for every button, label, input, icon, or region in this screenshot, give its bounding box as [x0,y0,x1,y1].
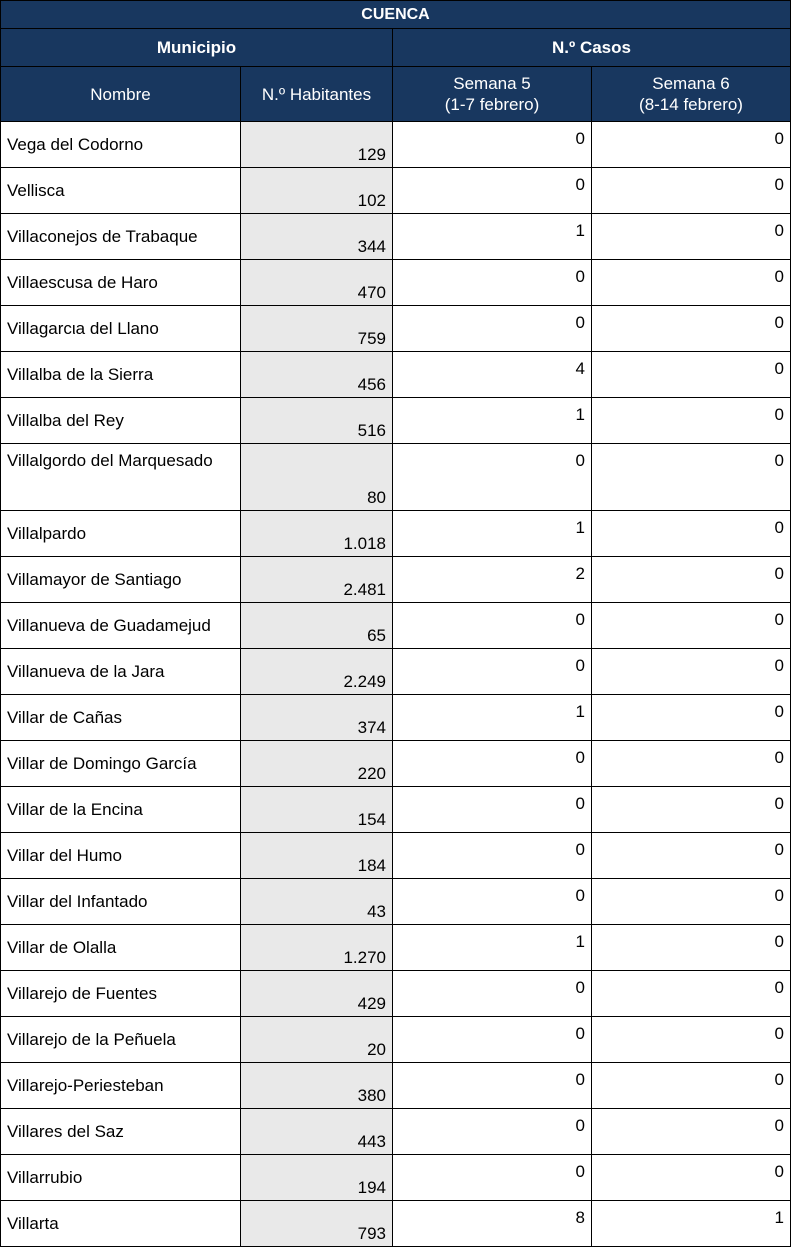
table-row [1,925,791,971]
semana5-cases-cell: 4 [393,352,592,398]
semana5-label: Semana 5 [453,74,531,93]
habitantes-cell: 380 [241,1063,393,1109]
municipio-name-cell: Villar de Domingo García [1,741,241,787]
semana5-cases-cell: 0 [393,787,592,833]
table-row [1,511,791,557]
semana6-range: (8-14 febrero) [639,95,743,114]
table-row [1,557,791,603]
semana5-cases-cell: 0 [393,168,592,214]
habitantes-cell: 184 [241,833,393,879]
table-row [1,603,791,649]
semana6-cases-cell: 0 [592,1109,791,1155]
semana6-cases-cell: 0 [592,122,791,168]
table-row [1,214,791,260]
semana5-cases-cell: 1 [393,925,592,971]
table-row [1,444,791,511]
habitantes-cell: 220 [241,741,393,787]
table-row [1,352,791,398]
semana5-cases-cell: 0 [393,444,592,511]
semana6-cases-cell: 0 [592,214,791,260]
semana5-cases-cell: 0 [393,833,592,879]
municipio-group-header: Municipio [1,29,393,67]
municipio-name-cell: Vellisca [1,168,241,214]
municipio-name-cell: Villar del Infantado [1,879,241,925]
semana5-cases-cell: 0 [393,649,592,695]
semana5-cases-cell: 2 [393,557,592,603]
table-row [1,306,791,352]
municipio-name-cell: Villarejo-Periesteban [1,1063,241,1109]
column-header-row [1,67,791,122]
table-row [1,971,791,1017]
semana5-cases-cell: 1 [393,214,592,260]
table-row [1,879,791,925]
semana5-range: (1-7 febrero) [444,95,540,114]
habitantes-cell: 154 [241,787,393,833]
semana6-cases-cell: 0 [592,787,791,833]
municipio-name-cell: Villarrubio [1,1155,241,1201]
habitantes-cell: 516 [241,398,393,444]
semana6-cases-cell: 1 [592,1201,791,1247]
semana6-cases-cell: 0 [592,833,791,879]
habitantes-cell: 80 [241,444,393,511]
habitantes-cell: 344 [241,214,393,260]
semana6-cases-cell: 0 [592,398,791,444]
habitantes-cell: 374 [241,695,393,741]
semana5-cases-cell: 0 [393,260,592,306]
municipio-name-cell: Villaescusa de Haro [1,260,241,306]
habitantes-cell: 2.249 [241,649,393,695]
table-row [1,168,791,214]
semana6-cases-cell: 0 [592,879,791,925]
semana5-cases-cell: 0 [393,1017,592,1063]
table-row [1,260,791,306]
semana6-cases-cell: 0 [592,649,791,695]
semana6-cases-cell: 0 [592,1063,791,1109]
habitantes-cell: 194 [241,1155,393,1201]
habitantes-cell: 443 [241,1109,393,1155]
semana6-cases-cell: 0 [592,603,791,649]
habitantes-cell: 102 [241,168,393,214]
semana5-cases-cell: 1 [393,511,592,557]
table-row [1,741,791,787]
semana6-cases-cell: 0 [592,925,791,971]
municipio-name-cell: Villamayor de Santiago [1,557,241,603]
municipio-name-cell: Villar de Olalla [1,925,241,971]
nombre-header: Nombre [1,67,241,122]
semana6-cases-cell: 0 [592,306,791,352]
casos-group-header: N.º Casos [393,29,791,67]
table-row [1,695,791,741]
semana6-cases-cell: 0 [592,168,791,214]
habitantes-cell: 1.018 [241,511,393,557]
habitantes-cell: 65 [241,603,393,649]
group-header-row [1,29,791,67]
region-title: CUENCA [1,1,791,29]
municipio-name-cell: Villalba del Rey [1,398,241,444]
table-row [1,1155,791,1201]
table-row [1,1201,791,1247]
semana5-cases-cell: 0 [393,879,592,925]
semana6-header [592,67,791,122]
municipio-name-cell: Villagarcιa del Llano [1,306,241,352]
semana5-cases-cell: 8 [393,1201,592,1247]
semana6-cases-cell: 0 [592,352,791,398]
municipio-name-cell: Villanueva de Guadamejud [1,603,241,649]
municipio-name-cell: Villar de la Encina [1,787,241,833]
semana5-cases-cell: 0 [393,971,592,1017]
semana6-label: Semana 6 [652,74,730,93]
municipio-name-cell: Villanueva de la Jara [1,649,241,695]
semana6-cases-cell: 0 [592,741,791,787]
habitantes-cell: 429 [241,971,393,1017]
semana5-cases-cell: 0 [393,603,592,649]
habitantes-cell: 1.270 [241,925,393,971]
municipio-name-cell: Villarta [1,1201,241,1247]
habitantes-cell: 43 [241,879,393,925]
table-row [1,833,791,879]
table-body [1,122,791,1247]
municipio-name-cell: Villarejo de la Peñuela [1,1017,241,1063]
semana5-cases-cell: 0 [393,122,592,168]
semana6-cases-cell: 0 [592,1017,791,1063]
semana5-cases-cell: 0 [393,306,592,352]
table-row [1,1063,791,1109]
semana5-cases-cell: 1 [393,695,592,741]
municipio-name-cell: Villares del Saz [1,1109,241,1155]
table-row [1,787,791,833]
semana5-cases-cell: 0 [393,1063,592,1109]
habitantes-cell: 456 [241,352,393,398]
table-row [1,1017,791,1063]
table-row [1,649,791,695]
municipio-name-cell: Villarejo de Fuentes [1,971,241,1017]
semana6-cases-cell: 0 [592,1155,791,1201]
semana5-cases-cell: 0 [393,741,592,787]
habitantes-cell: 2.481 [241,557,393,603]
habitantes-cell: 759 [241,306,393,352]
municipio-name-cell: Villalba de la Sierra [1,352,241,398]
semana5-cases-cell: 1 [393,398,592,444]
table-row [1,398,791,444]
semana6-cases-cell: 0 [592,444,791,511]
semana5-cases-cell: 0 [393,1155,592,1201]
semana6-cases-cell: 0 [592,695,791,741]
municipio-name-cell: Villaconejos de Trabaque [1,214,241,260]
semana5-header [393,67,592,122]
semana6-cases-cell: 0 [592,260,791,306]
municipio-name-cell: Villalgordo del Marquesado [1,444,241,511]
municipio-name-cell: Villalpardo [1,511,241,557]
habitantes-cell: 470 [241,260,393,306]
title-row [1,1,791,29]
table-row [1,122,791,168]
habitantes-cell: 129 [241,122,393,168]
habitantes-header: N.º Habitantes [241,67,393,122]
municipio-name-cell: Vega del Codorno [1,122,241,168]
habitantes-cell: 793 [241,1201,393,1247]
semana6-cases-cell: 0 [592,557,791,603]
municipio-name-cell: Villar del Humo [1,833,241,879]
habitantes-cell: 20 [241,1017,393,1063]
semana6-cases-cell: 0 [592,971,791,1017]
semana6-cases-cell: 0 [592,511,791,557]
municipio-name-cell: Villar de Cañas [1,695,241,741]
semana5-cases-cell: 0 [393,1109,592,1155]
table-row [1,1109,791,1155]
